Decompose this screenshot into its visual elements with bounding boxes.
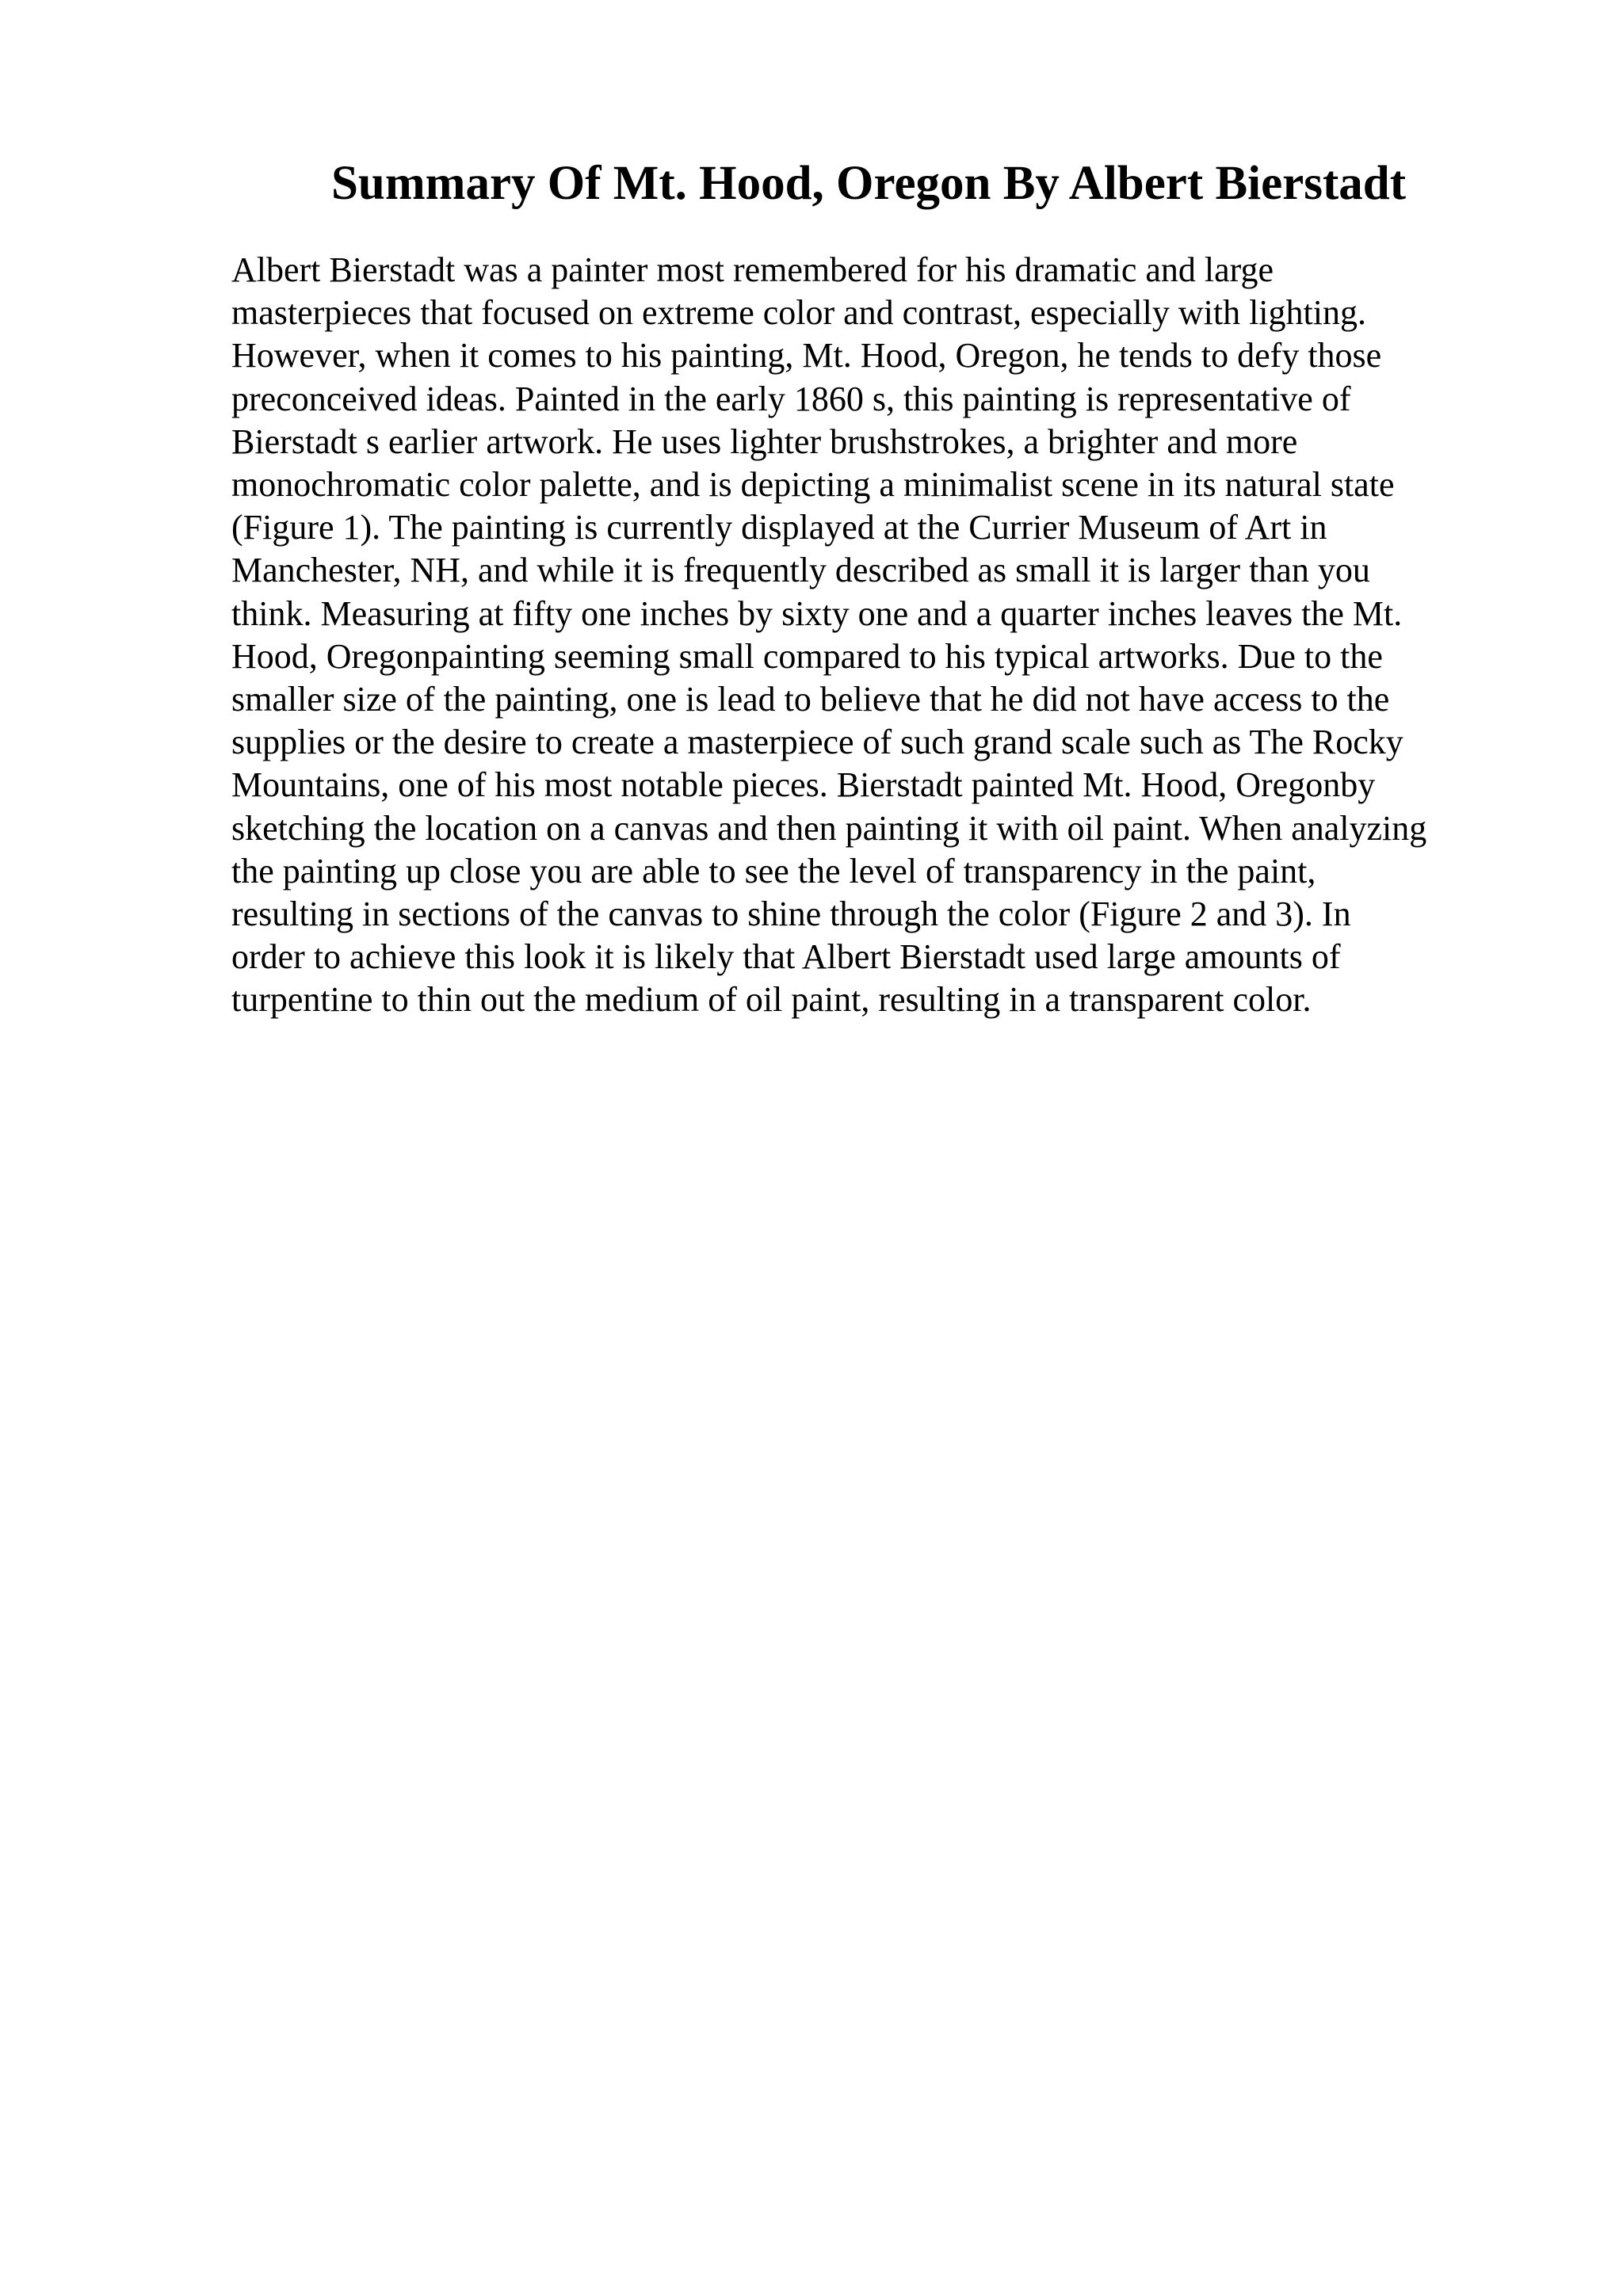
body-line: supplies or the desire to create a masterpiece of such grand scale such as The Rocky xyxy=(231,723,1403,762)
body-line: Albert Bierstadt was a painter most remembered for his dramatic and large xyxy=(231,250,1274,289)
body-line: However, when it comes to his painting, Mt. Hood, Oregon, he tends to defy those xyxy=(231,336,1382,376)
body-line: smaller size of the painting, one is lead to believe that he did not have access to the xyxy=(231,680,1390,719)
body-line: Hood, Oregonpainting seeming small compared to his typical artworks. Due to the xyxy=(231,636,1383,676)
body-line: (Figure 1). The painting is currently displayed at the Currier Museum of Art in xyxy=(231,508,1327,547)
body-line: monochromatic color palette, and is depicting a minimalist scene in its natural state xyxy=(231,465,1395,505)
body-line: Mountains, one of his most notable pieces. Bierstadt painted Mt. Hood, Oregonby xyxy=(231,765,1376,805)
body-line: turpentine to thin out the medium of oil paint, resulting in a transparent color. xyxy=(231,980,1312,1020)
body-line: order to achieve this look it is likely that Albert Bierstadt used large amounts of xyxy=(231,937,1341,977)
body-line: Bierstadt s earlier artwork. He uses lighter brushstrokes, a brighter and more xyxy=(231,421,1298,461)
body-line: the painting up close you are able to see the level of transparency in the paint, xyxy=(231,851,1316,891)
body-line: preconceived ideas. Painted in the early 1860 s, this painting is representative of xyxy=(231,379,1351,418)
document-title: Summary Of Mt. Hood, Oregon By Albert Bierstadt xyxy=(330,157,1407,210)
body-line: sketching the location on a canvas and then painting it with oil paint. When analyzing xyxy=(231,808,1427,848)
body-line: resulting in sections of the canvas to shine through the color (Figure 2 and 3). In xyxy=(231,894,1351,934)
body-line: masterpieces that focused on extreme color and contrast, especially with lighting. xyxy=(231,293,1366,333)
body-line: think. Measuring at fifty one inches by sixty one and a quarter inches leaves the Mt. xyxy=(231,593,1403,633)
document-body xyxy=(231,249,1531,1022)
body-line: Manchester, NH, and while it is frequently described as small it is larger than you xyxy=(231,551,1370,590)
